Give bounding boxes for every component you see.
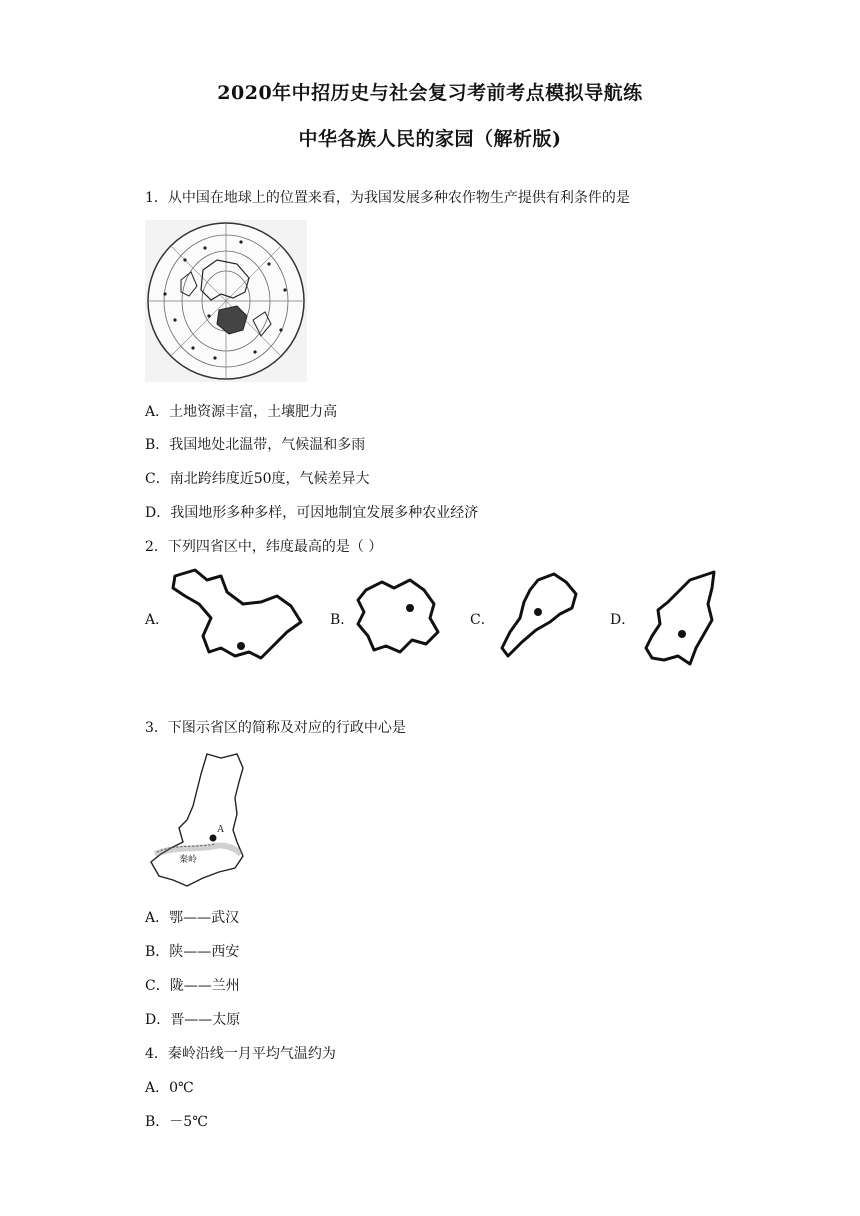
globe-polar-map (145, 220, 307, 382)
document-subtitle: 中华各族人民的家园（解析版) (298, 128, 562, 150)
q3-option-a: A．鄂——武汉 (145, 910, 240, 926)
q4-option-b: B．－5℃ (145, 1114, 208, 1130)
q3-option-c: C．陇——兰州 (145, 978, 240, 994)
map-point-label: A (217, 824, 225, 835)
document-title: 2020年中招历史与社会复习考前考点模拟导航练 (217, 82, 643, 104)
q4-stem: 4．秦岭沿线一月平均气温约为 (145, 1046, 336, 1062)
q3-stem: 3．下图示省区的简称及对应的行政中心是 (145, 720, 406, 736)
shaanxi-province-map (145, 750, 250, 890)
q2-label-b: B． (330, 612, 355, 628)
q1-stem: 1．从中国在地球上的位置来看，为我国发展多种农作物生产提供有利条件的是 (145, 190, 630, 206)
q2-label-c: C． (470, 612, 495, 628)
q1-option-b: B．我国地处北温带，气候温和多雨 (145, 437, 366, 453)
province-outline-d (638, 568, 720, 670)
map-mountain-label: 秦岭 (179, 855, 198, 865)
q1-option-c: C．南北跨纬度近50度，气候差异大 (145, 471, 370, 487)
q3-option-b: B．陕——西安 (145, 944, 240, 960)
province-outline-b (352, 574, 444, 658)
q2-label-a: A． (145, 612, 170, 628)
q3-option-d: D．晋——太原 (145, 1012, 241, 1028)
q4-option-a: A．0℃ (145, 1080, 194, 1096)
q2-label-d: D． (610, 612, 636, 628)
province-outline-c (490, 570, 582, 662)
q1-option-d: D．我国地形多种多样，可因地制宜发展多种农业经济 (145, 505, 479, 521)
q2-stem: 2．下列四省区中，纬度最高的是（ ） (145, 539, 383, 555)
province-outline-a (165, 566, 310, 666)
q1-option-a: A．土地资源丰富，土壤肥力高 (145, 404, 338, 420)
